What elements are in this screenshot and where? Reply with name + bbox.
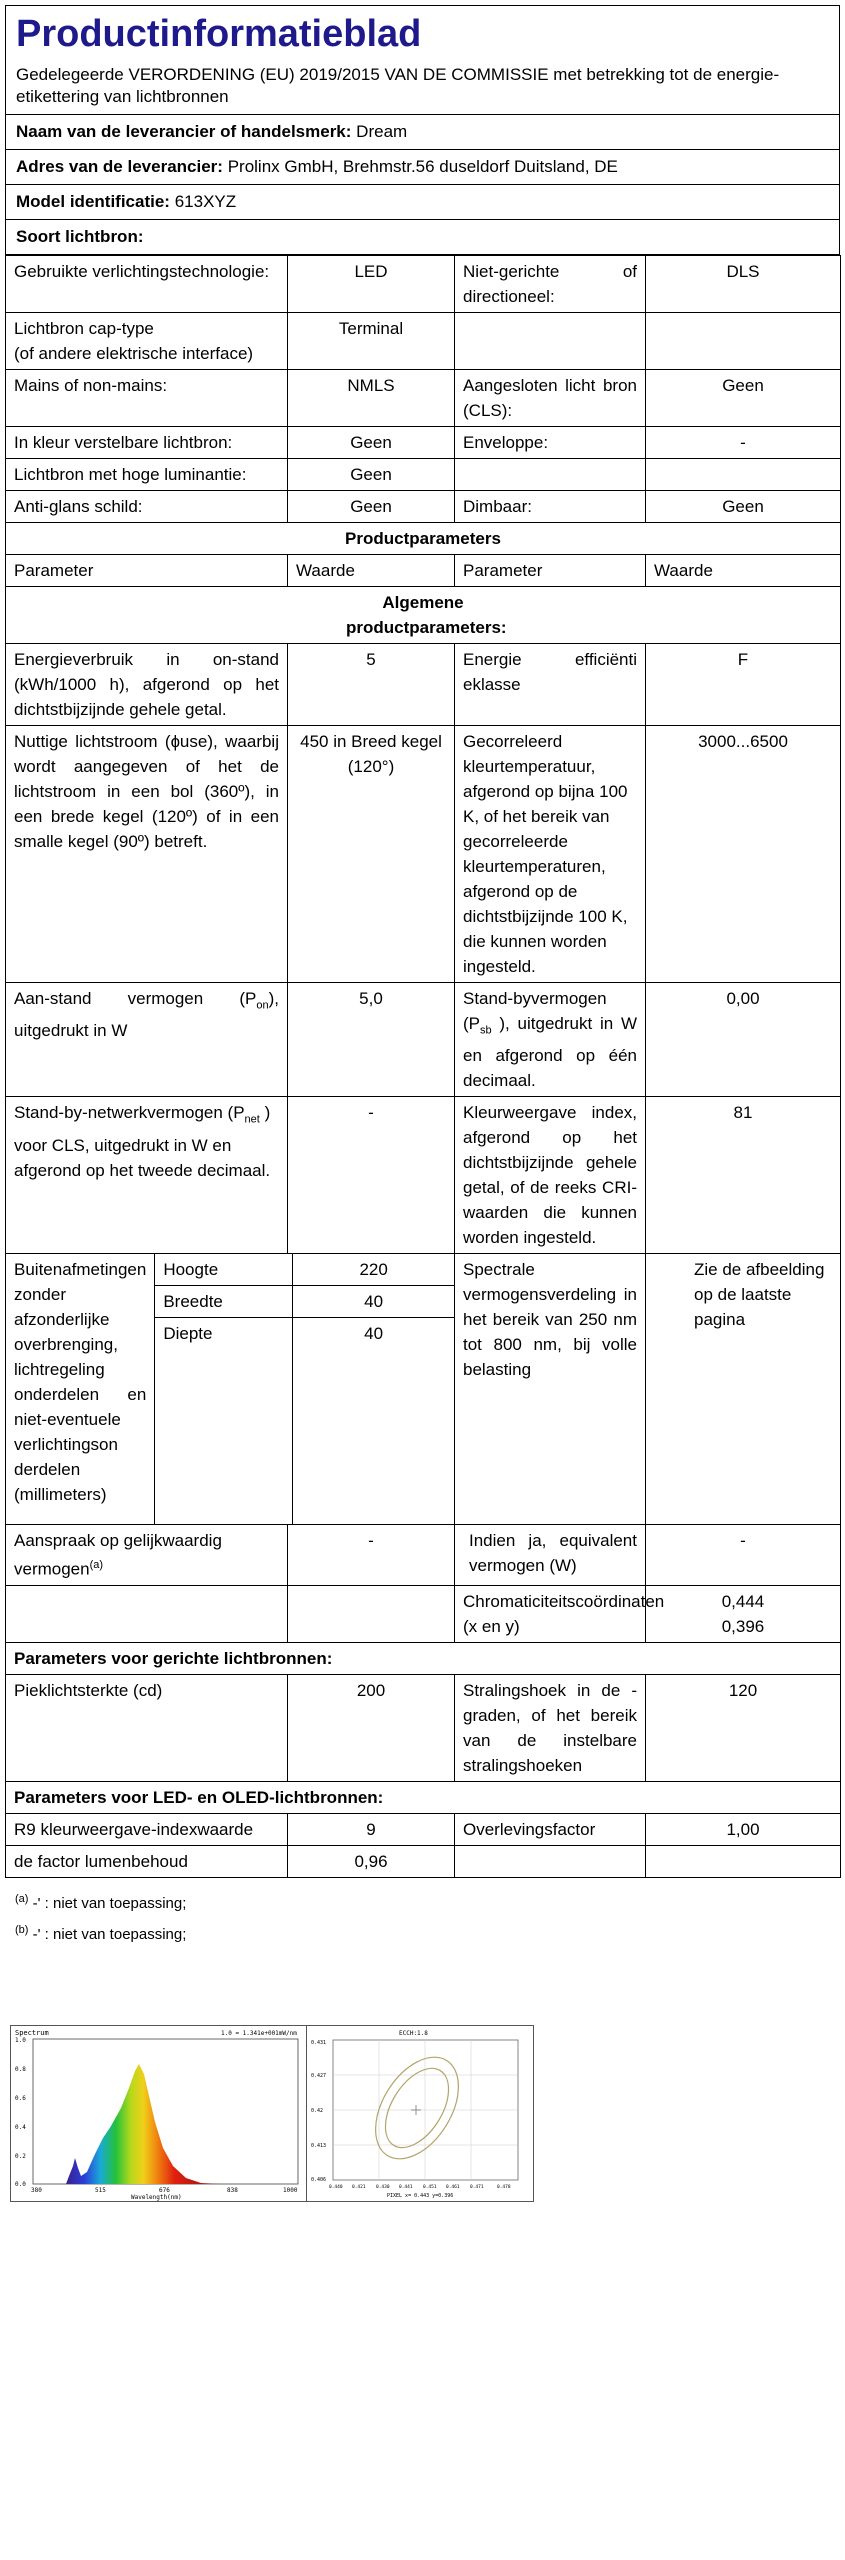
- cie-x-tick: 0.421: [352, 2185, 366, 2190]
- table-row: [6, 644, 841, 726]
- beam-angle-value: 120: [646, 1675, 841, 1782]
- high-luminance-label: Lichtbron met hoge luminantie:: [6, 459, 288, 491]
- technology-value: LED: [288, 256, 455, 313]
- claim-sup: (a): [89, 1559, 104, 1572]
- lumen-maintenance-value: 0,96: [288, 1846, 455, 1878]
- cie-footer: PIXEL x= 0.443 y=0.396: [387, 2193, 454, 2199]
- table-row: [6, 726, 841, 983]
- directional-value: DLS: [646, 256, 841, 313]
- spectral-value: Zie de afbeelding op de laatste pagina: [646, 1254, 841, 1525]
- spectrum-label: Spectrum: [15, 2029, 49, 2037]
- cie-x-tick: 0.451: [423, 2185, 437, 2190]
- cie-y-tick: 0.427: [311, 2073, 327, 2079]
- technology-label: Gebruikte verlichtingstechnologie:: [6, 256, 288, 313]
- r9-label: R9 kleurweergave-indexwaarde: [6, 1814, 288, 1846]
- empty-cell: [455, 459, 646, 491]
- cct-label: Gecorreleerd kleurtemperatuur, afgerond op bijna 100 K, of het bereik van gecorreleerde kleurtemperaturen, afgerond op de dichtstbijzijnde 100 K, die kunnen worden ingesteld.: [455, 726, 646, 983]
- y-tick: 0.6: [15, 2095, 26, 2102]
- empty-cell: [288, 1586, 455, 1643]
- supplier-label: Naam van de leverancier of handelsmerk:: [16, 122, 352, 141]
- on-mode-power-text: Aan-stand vermogen (P: [14, 989, 257, 1008]
- footnotes: [5, 1878, 840, 1948]
- cri-value: 81: [646, 1097, 841, 1254]
- cie-x-tick: 0.430: [376, 2185, 390, 2190]
- mains-label: Mains of non-mains:: [6, 370, 288, 427]
- empty-cell: [455, 313, 646, 370]
- network-standby-value: -: [288, 1097, 455, 1254]
- envelope-value: -: [646, 427, 841, 459]
- cap-type-line1: Lichtbron cap-type: [14, 319, 154, 338]
- empty-cell: [646, 1846, 841, 1878]
- table-row: [6, 427, 841, 459]
- claim-label: [6, 1525, 288, 1586]
- table-row: [6, 1254, 841, 1525]
- efficiency-class-label: Energie efficiënti eklasse: [455, 644, 646, 726]
- cie-grid: [333, 2040, 518, 2180]
- luminous-flux-value: 450 in Breed kegel (120°): [288, 726, 455, 983]
- footnote: [15, 1917, 830, 1948]
- equivalent-power-label: Indien ja, equivalent vermogen (W): [455, 1525, 646, 1586]
- address-value: Prolinx GmbH, Brehmstr.56 duseldorf Duitsland, DE: [227, 157, 618, 176]
- directional-label: Niet-gerichte of directioneel:: [455, 256, 646, 313]
- height-value: 220: [293, 1254, 454, 1286]
- on-mode-power-sub: on: [256, 999, 269, 1012]
- depth-label: Diepte: [155, 1318, 293, 1525]
- mains-value: NMLS: [288, 370, 455, 427]
- y-tick: 0.4: [15, 2124, 26, 2131]
- chromaticity-label: Chromaticiteitscoördinaten (x en y): [455, 1586, 646, 1643]
- model-row: [5, 185, 840, 220]
- empty-cell: [646, 459, 841, 491]
- on-mode-power-label: [6, 983, 288, 1097]
- x-tick: 1000: [283, 2187, 298, 2194]
- table-row: [6, 1814, 841, 1846]
- macadam-ellipse-inner: [372, 2057, 461, 2158]
- table-row: [6, 256, 841, 313]
- standby-power-sub: sb: [480, 1024, 492, 1037]
- cie-x-tick: 0.461: [446, 2185, 460, 2190]
- luminous-flux-label: Nuttige lichtstroom (ɸuse), waarbij wordt aangegeven of het de lichtstroom in een bol (360º), in een brede kegel (120º) of in een smalle kegel (90º) betreft.: [6, 726, 288, 983]
- table-row: [6, 983, 841, 1097]
- cap-type-label: [6, 313, 288, 370]
- energy-value: 5: [288, 644, 455, 726]
- lumen-maintenance-label: de factor lumenbehoud: [6, 1846, 288, 1878]
- survival-value: 1,00: [646, 1814, 841, 1846]
- cls-value: Geen: [646, 370, 841, 427]
- dimmable-label: Dimbaar:: [455, 491, 646, 523]
- spectrum-chart: [11, 2026, 307, 2201]
- cap-type-line2: (of andere elektrische interface): [14, 344, 254, 363]
- table-row: [6, 587, 841, 644]
- color-tunable-value: Geen: [288, 427, 455, 459]
- network-standby-label: [6, 1097, 288, 1254]
- table-row: [6, 1525, 841, 1586]
- supplier-value: Dream: [356, 122, 408, 141]
- cie-x-tick: 0.478: [497, 2185, 511, 2190]
- address-label: Adres van de leverancier:: [16, 157, 223, 176]
- standby-power-value: 0,00: [646, 983, 841, 1097]
- on-mode-power-value: 5,0: [288, 983, 455, 1097]
- spectrum-curve: [66, 2064, 221, 2184]
- depth-value: 40: [293, 1318, 454, 1525]
- peak-intensity-label: Pieklichtsterkte (cd): [6, 1675, 288, 1782]
- table-row: [6, 313, 841, 370]
- spectral-label: Spectrale vermogensverdeling in het bereik van 250 nm tot 800 nm, bij volle belasting: [455, 1254, 646, 1525]
- on-mode-power-text-end: ), uitgedrukt in W: [14, 989, 279, 1041]
- regulation-text: Gedelegeerde VERORDENING (EU) 2019/2015 VAN DE COMMISSIE met betrekking tot de energie-etikettering van lichtbronnen: [5, 58, 840, 115]
- column-header: Parameter: [455, 555, 646, 587]
- model-value: 613XYZ: [174, 192, 237, 211]
- y-tick: 0.2: [15, 2153, 26, 2160]
- spectrum-figures: [10, 2025, 534, 2202]
- envelope-label: Enveloppe:: [455, 427, 646, 459]
- cct-value: 3000...6500: [646, 726, 841, 983]
- directional-heading: Parameters voor gerichte lichtbronnen:: [6, 1643, 841, 1675]
- dimensions-cell: [6, 1254, 455, 1525]
- product-information-sheet: [5, 5, 840, 1948]
- product-params-heading: Productparameters: [6, 523, 841, 555]
- table-row: [6, 1586, 841, 1643]
- table-row: [6, 1097, 841, 1254]
- y-tick: 0.0: [15, 2181, 26, 2188]
- cie-y-tick: 0.406: [311, 2177, 327, 2183]
- anti-glare-value: Geen: [288, 491, 455, 523]
- page-title: Productinformatieblad: [5, 5, 840, 58]
- energy-label: Energieverbruik in on-stand (kWh/1000 h), afgerond op het dichtstbijzijnde gehele getal.: [6, 644, 288, 726]
- efficiency-class-value: F: [646, 644, 841, 726]
- r9-value: 9: [288, 1814, 455, 1846]
- high-luminance-value: Geen: [288, 459, 455, 491]
- chromaticity-chart: [307, 2026, 533, 2201]
- x-tick: 515: [95, 2187, 106, 2194]
- x-tick: 838: [227, 2187, 238, 2194]
- empty-cell: [6, 1586, 288, 1643]
- width-value: 40: [293, 1286, 454, 1318]
- address-row: [5, 150, 840, 185]
- x-tick: 380: [31, 2187, 42, 2194]
- claim-value: -: [288, 1525, 455, 1586]
- peak-intensity-value: 200: [288, 1675, 455, 1782]
- standby-power-text: Stand-byvermogen (P: [463, 989, 607, 1033]
- led-heading: Parameters voor LED- en OLED-lichtbronnen:: [6, 1782, 841, 1814]
- table-row: [6, 491, 841, 523]
- dimensions-table: [6, 1254, 454, 1524]
- macadam-ellipse-outer: [358, 2042, 475, 2173]
- supplier-row: [5, 115, 840, 150]
- cri-label: Kleurweergave index, afgerond op het dichtstbijzijnde gehele getal, of de reeks CRI-waarden die kunnen worden ingesteld.: [455, 1097, 646, 1254]
- column-header: Waarde: [288, 555, 455, 587]
- empty-cell: [455, 1846, 646, 1878]
- table-row: [6, 1675, 841, 1782]
- footnote-text: -' : niet van toepassing;: [28, 1895, 187, 1913]
- column-header: Parameter: [6, 555, 288, 587]
- cap-type-value: Terminal: [288, 313, 455, 370]
- column-header: Waarde: [646, 555, 841, 587]
- anti-glare-label: Anti-glans schild:: [6, 491, 288, 523]
- claim-text: Aanspraak op gelijkwaardig vermogen: [14, 1531, 222, 1580]
- chromaticity-y: 0,396: [721, 1617, 765, 1637]
- source-type-table: [5, 255, 841, 1878]
- x-axis-label: Wavelength(nm): [131, 2194, 182, 2201]
- table-row: [6, 459, 841, 491]
- cie-y-tick: 0.431: [311, 2040, 327, 2046]
- standby-power-label: [455, 983, 646, 1097]
- width-label: Breedte: [155, 1286, 293, 1318]
- footnote-text: -' : niet van toepassing;: [28, 1926, 187, 1944]
- footnote-mark: (a): [15, 1893, 29, 1906]
- table-row: [6, 370, 841, 427]
- network-standby-sub: net: [244, 1113, 260, 1126]
- spectrum-info: 1.0 = 1.341e+001mW/nm: [221, 2030, 297, 2037]
- network-standby-text-end: ) voor CLS, uitgedrukt in W en afgerond op het tweede decimaal.: [14, 1103, 271, 1180]
- network-standby-text: Stand-by-netwerkvermogen (P: [14, 1103, 245, 1123]
- footnote: [15, 1886, 830, 1917]
- table-row: [6, 1643, 841, 1675]
- model-label: Model identificatie:: [16, 192, 170, 211]
- cie-y-tick: 0.42: [311, 2108, 324, 2114]
- height-label: Hoogte: [155, 1254, 293, 1286]
- chromaticity-value: [646, 1586, 841, 1643]
- cie-x-tick: 0.440: [329, 2185, 343, 2190]
- survival-label: Overlevingsfactor: [455, 1814, 646, 1846]
- cie-y-tick: 0.413: [311, 2143, 327, 2149]
- color-tunable-label: In kleur verstelbare lichtbron:: [6, 427, 288, 459]
- table-row: [6, 1782, 841, 1814]
- source-type-heading: Soort lichtbron:: [5, 220, 840, 255]
- beam-angle-label: Stralingshoek in de - graden, of het bereik van de instelbare stralingshoeken: [455, 1675, 646, 1782]
- dimmable-value: Geen: [646, 491, 841, 523]
- table-row: [6, 523, 841, 555]
- measured-point-marker: [411, 2105, 421, 2115]
- table-row: [6, 1846, 841, 1878]
- cie-x-tick: 0.441: [399, 2185, 413, 2190]
- footnote-mark: (b): [15, 1924, 29, 1937]
- x-tick: 676: [159, 2187, 170, 2194]
- equivalent-power-value: -: [646, 1525, 841, 1586]
- cie-x-tick: 0.471: [470, 2185, 484, 2190]
- dimensions-label: Buitenafmetingen zonder afzonderlijke overbrenging, lichtregeling onderdelen en niet-eventuele verlichtingson derdelen (millimeters): [6, 1254, 155, 1524]
- table-header-row: [6, 555, 841, 587]
- y-tick: 1.0: [15, 2037, 26, 2044]
- standby-power-text-end: ), uitgedrukt in W en afgerond op één decimaal.: [463, 1014, 637, 1091]
- cie-title: ECCH:1.8: [399, 2030, 428, 2037]
- cls-label: Aangesloten licht bron (CLS):: [455, 370, 646, 427]
- y-tick: 0.8: [15, 2066, 26, 2073]
- general-params-heading: Algemene productparameters:: [6, 587, 841, 644]
- empty-cell: [646, 313, 841, 370]
- chromaticity-x: 0,444: [721, 1592, 765, 1612]
